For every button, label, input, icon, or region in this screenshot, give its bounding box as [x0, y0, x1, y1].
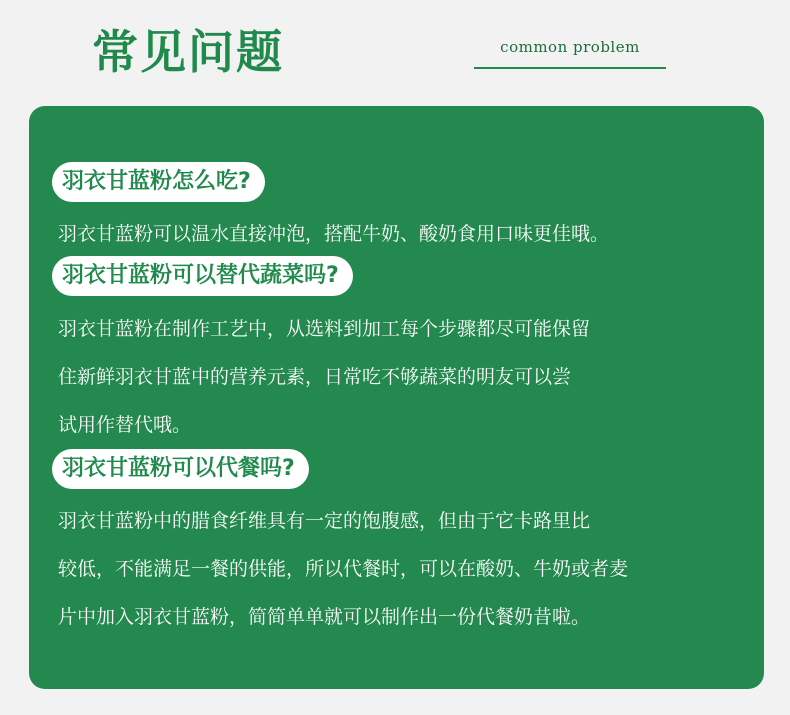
faq-question-1: 羽衣甘蓝粉怎么吃?: [52, 162, 265, 202]
faq-answer-2-line-2: 住新鲜羽衣甘蓝中的营养元素，日常吃不够蔬菜的明友可以尝: [58, 366, 572, 388]
faq-question-2: 羽衣甘蓝粉可以替代蔬菜吗?: [52, 256, 353, 296]
subtitle: common problem: [500, 38, 640, 56]
subtitle-underline: [474, 67, 666, 69]
faq-answer-3-line-1: 羽衣甘蓝粉中的腊食纤维具有一定的饱腹感，但由于它卡路里比: [58, 510, 591, 532]
faq-answer-3-line-2: 较低，不能满足一餐的供能，所以代餐时，可以在酸奶、牛奶或者麦: [58, 558, 629, 580]
faq-answer-2-line-1: 羽衣甘蓝粉在制作工艺中，从选料到加工每个步骤都尽可能保留: [58, 318, 591, 340]
faq-answer-3-line-3: 片中加入羽衣甘蓝粉，简简单单就可以制作出一份代餐奶昔啦。: [58, 606, 591, 628]
faq-question-3: 羽衣甘蓝粉可以代餐吗?: [52, 449, 309, 489]
faq-answer-1-line-1: 羽衣甘蓝粉可以温水直接冲泡，搭配牛奶、酸奶食用口味更佳哦。: [58, 223, 610, 245]
page-title: 常见问题: [92, 25, 284, 79]
faq-answer-2-line-3: 试用作替代哦。: [58, 414, 192, 436]
